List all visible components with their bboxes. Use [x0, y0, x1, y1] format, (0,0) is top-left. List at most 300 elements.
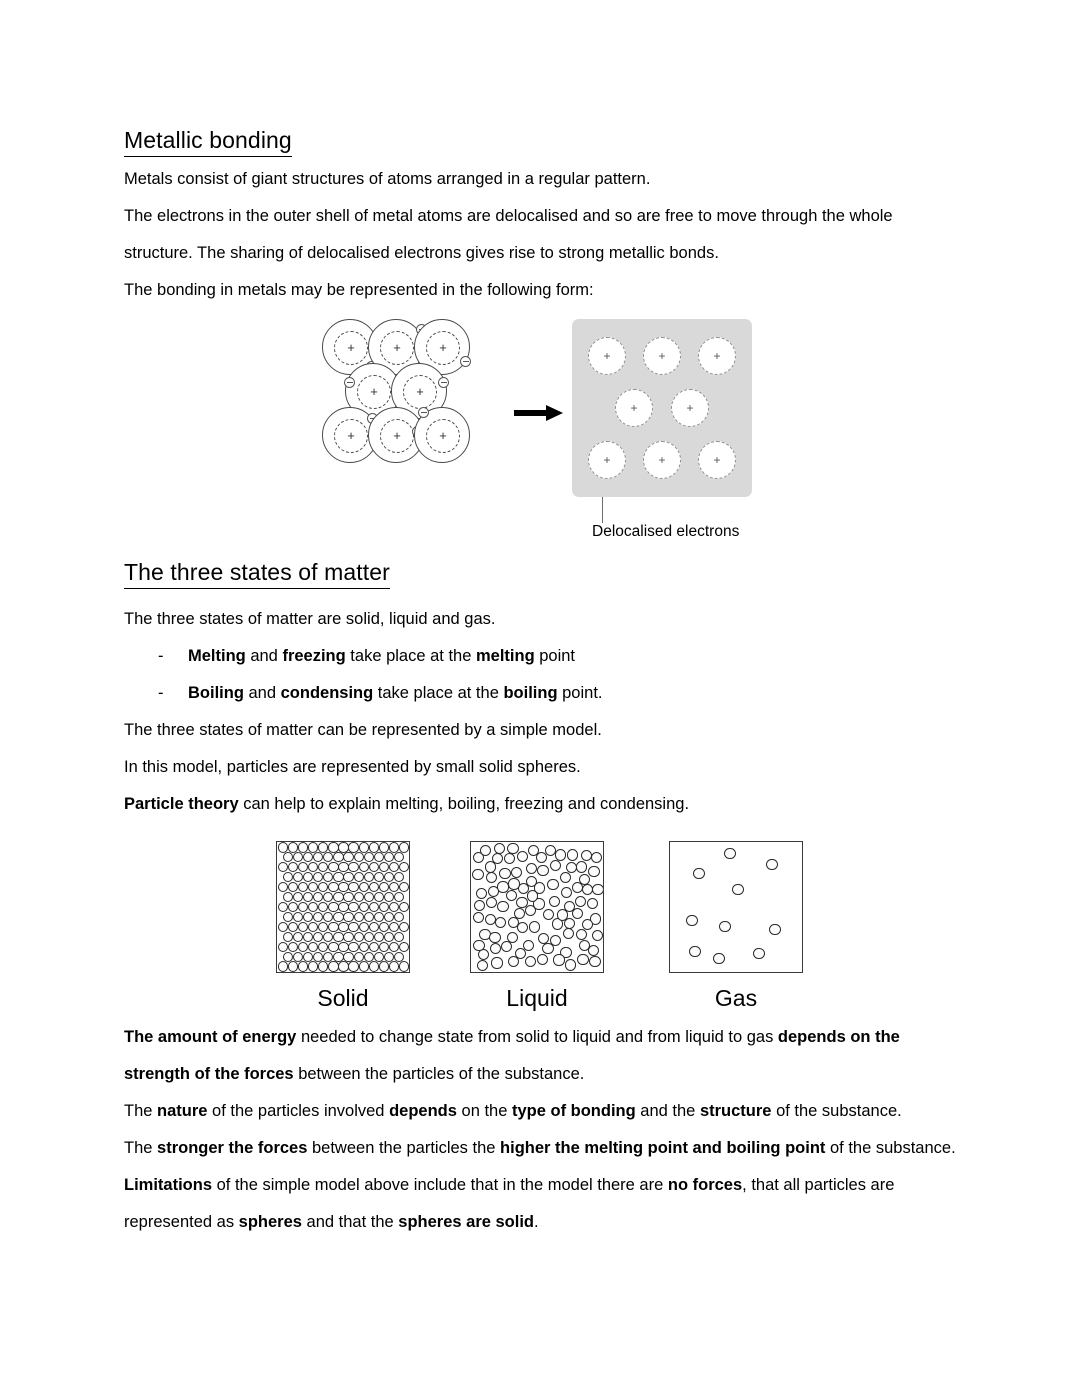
solid-particle — [364, 952, 374, 962]
figure-metallic-bonding — [124, 317, 956, 552]
solid-particle — [379, 902, 389, 912]
liquid-particle — [480, 845, 491, 856]
solid-particle — [313, 892, 323, 902]
solid-particle — [379, 961, 389, 971]
solid-particle — [303, 952, 313, 962]
liquid-particle — [499, 868, 510, 879]
positive-ion-core-icon: + — [347, 340, 355, 356]
solid-particle — [394, 952, 404, 962]
heading-three-states-wrap — [124, 558, 956, 593]
liquid-particle — [517, 851, 528, 862]
liquid-particle — [514, 908, 525, 919]
positive-ion-core-icon: + — [347, 428, 355, 444]
liquid-particle — [486, 872, 497, 883]
liquid-particle — [529, 921, 540, 932]
solid-particle — [313, 932, 323, 942]
solid-particle — [278, 902, 288, 912]
liquid-particle — [592, 930, 603, 941]
solid-particle — [389, 961, 399, 971]
solid-particle — [318, 862, 328, 872]
solid-particle — [328, 902, 338, 912]
solid-particle — [308, 862, 318, 872]
gas-particle — [769, 924, 780, 935]
solid-particle — [384, 932, 394, 942]
solid-particle — [343, 872, 353, 882]
solid-particle — [389, 882, 399, 892]
positive-charge-icon: + — [686, 400, 694, 415]
state-box-liquid — [470, 841, 604, 973]
liquid-particle — [501, 941, 512, 952]
atom-lattice-diagram — [322, 319, 517, 489]
liquid-particle — [488, 886, 499, 897]
solid-particle — [288, 942, 298, 952]
liquid-particle — [497, 881, 508, 892]
liquid-particle — [577, 954, 588, 965]
solid-particle — [343, 852, 353, 862]
solid-particle — [374, 912, 384, 922]
state-block-liquid — [470, 841, 604, 1010]
gas-particle — [689, 946, 700, 957]
solid-particle — [354, 912, 364, 922]
solid-particle — [364, 852, 374, 862]
state-label-solid: Solid — [317, 984, 369, 1011]
positive-charge-icon: + — [603, 452, 611, 467]
solid-particle — [328, 862, 338, 872]
solid-particle — [288, 922, 298, 932]
solid-particle — [399, 961, 409, 971]
electron-icon — [438, 377, 449, 388]
solid-particle — [338, 961, 348, 971]
solid-particle — [369, 942, 379, 952]
solid-particle — [323, 872, 333, 882]
positive-charge-icon: + — [713, 452, 721, 467]
paragraph-particle-theory: Particle theory can help to explain melting, boiling, freezing and condensing. — [124, 794, 690, 813]
solid-particle — [389, 842, 399, 852]
solid-particle — [369, 862, 379, 872]
liquid-particle — [592, 884, 603, 895]
liquid-particle — [563, 928, 574, 939]
solid-particle — [303, 872, 313, 882]
liquid-particle — [508, 878, 519, 889]
solid-particle — [298, 842, 308, 852]
paragraph-stronger-the-forces: The stronger the forces between the particles the higher the melting point and boiling point of the substance. — [124, 1138, 956, 1157]
solid-particle — [278, 842, 288, 852]
solid-particle — [343, 952, 353, 962]
liquid-particle — [567, 849, 578, 860]
liquid-particle — [516, 897, 527, 908]
positive-ion-core-icon: + — [393, 340, 401, 356]
positive-charge-icon: + — [630, 400, 638, 415]
liquid-particle — [489, 932, 500, 943]
solid-particle — [399, 862, 409, 872]
gas-particle — [686, 915, 697, 926]
solid-particle — [288, 902, 298, 912]
solid-particle — [308, 902, 318, 912]
state-block-solid — [276, 841, 410, 1010]
solid-particle — [298, 942, 308, 952]
solid-particle — [333, 852, 343, 862]
liquid-particle — [542, 943, 553, 954]
liquid-particle — [504, 853, 515, 864]
positive-charge-icon: + — [658, 452, 666, 467]
solid-particle — [374, 952, 384, 962]
heading-three-states-of-matter: The three states of matter — [124, 558, 390, 589]
solid-particle — [308, 842, 318, 852]
solid-particle — [288, 862, 298, 872]
solid-particle — [399, 902, 409, 912]
gas-particle — [693, 868, 704, 879]
solid-particle — [283, 912, 293, 922]
solid-particle — [399, 942, 409, 952]
solid-particle — [328, 842, 338, 852]
liquid-particle — [478, 949, 489, 960]
liquid-particle — [525, 956, 536, 967]
solid-particle — [308, 942, 318, 952]
solid-particle — [343, 932, 353, 942]
gas-particle — [713, 953, 724, 964]
metal-ion — [588, 441, 626, 479]
solid-particle — [369, 882, 379, 892]
solid-particle — [394, 892, 404, 902]
bullet-text: Boiling and condensing take place at the boiling point. — [188, 683, 603, 702]
gas-particle — [766, 859, 777, 870]
solid-particle — [278, 922, 288, 932]
solid-particle — [293, 892, 303, 902]
liquid-particle — [473, 912, 484, 923]
solid-particle — [384, 912, 394, 922]
paragraph-states-intro: The three states of matter are solid, liquid and gas. — [124, 609, 496, 628]
liquid-particle — [553, 954, 564, 965]
liquid-particle — [472, 869, 483, 880]
solid-particle — [369, 961, 379, 971]
bullet-item-melting — [124, 638, 956, 675]
solid-particle — [399, 882, 409, 892]
solid-particle — [348, 882, 358, 892]
solid-particle — [369, 902, 379, 912]
solid-particle — [348, 922, 358, 932]
liquid-particle — [576, 929, 587, 940]
liquid-particle — [587, 898, 598, 909]
bullet-marker: - — [158, 646, 164, 665]
solid-particle — [313, 952, 323, 962]
solid-particle — [343, 912, 353, 922]
heading-metallic-bonding-wrap — [124, 126, 956, 161]
solid-particle — [323, 932, 333, 942]
solid-particle — [283, 952, 293, 962]
liquid-particle — [473, 940, 484, 951]
metal-ion — [643, 441, 681, 479]
solid-particle — [283, 932, 293, 942]
positive-ion-core-icon: + — [370, 384, 378, 400]
liquid-particle — [486, 897, 497, 908]
liquid-particle — [497, 901, 508, 912]
liquid-particle — [575, 896, 586, 907]
solid-particle — [278, 862, 288, 872]
solid-particle — [323, 852, 333, 862]
bullet-item-boiling — [124, 675, 956, 712]
solid-particle — [338, 922, 348, 932]
solid-particle — [338, 902, 348, 912]
bullet-text: Melting and freezing take place at the melting point — [188, 646, 576, 665]
solid-particle — [288, 842, 298, 852]
solid-particle — [364, 912, 374, 922]
metal-atom — [414, 407, 470, 463]
positive-charge-icon: + — [603, 348, 611, 363]
solid-particle — [379, 922, 389, 932]
solid-particle — [384, 892, 394, 902]
solid-particle — [354, 872, 364, 882]
solid-particle — [298, 922, 308, 932]
solid-particle — [348, 961, 358, 971]
solid-particle — [313, 872, 323, 882]
positive-ion-core-icon: + — [416, 384, 424, 400]
solid-particle — [308, 882, 318, 892]
metal-ion — [588, 337, 626, 375]
solid-particle — [318, 902, 328, 912]
liquid-particle — [477, 960, 488, 971]
solid-particle — [348, 862, 358, 872]
solid-particle — [323, 912, 333, 922]
paragraph-solid-spheres: In this model, particles are represented by small solid spheres. — [124, 757, 581, 776]
solid-particle — [369, 842, 379, 852]
solid-particle — [369, 922, 379, 932]
state-block-gas — [669, 841, 803, 1010]
solid-particle — [364, 872, 374, 882]
solid-particle — [298, 862, 308, 872]
liquid-particle — [565, 959, 576, 970]
solid-particle — [394, 852, 404, 862]
liquid-particle — [555, 849, 566, 860]
solid-particle — [359, 862, 369, 872]
solid-particle — [303, 912, 313, 922]
solid-particle — [348, 902, 358, 912]
solid-particle — [359, 882, 369, 892]
solid-particle — [343, 892, 353, 902]
liquid-particle — [528, 845, 539, 856]
solid-particle — [288, 882, 298, 892]
transformation-arrow-icon — [514, 405, 570, 421]
liquid-particle — [490, 943, 501, 954]
solid-particle — [338, 862, 348, 872]
liquid-particle — [566, 862, 577, 873]
solid-particle — [379, 842, 389, 852]
solid-particle — [394, 912, 404, 922]
liquid-particle — [527, 890, 538, 901]
metal-ion — [671, 389, 709, 427]
liquid-particle — [591, 852, 602, 863]
solid-particle — [359, 922, 369, 932]
positive-ion-core-icon: + — [393, 428, 401, 444]
liquid-particle — [491, 957, 502, 968]
liquid-particle — [547, 879, 558, 890]
solid-particle — [354, 852, 364, 862]
paragraph-electrons-delocalised: The electrons in the outer shell of metal atoms are delocalised and so are free to move through the whole structure. The sharing of delocalised electrons gives rise to strong metallic bonds. — [124, 206, 893, 262]
gas-particle — [753, 948, 764, 959]
solid-particle — [399, 842, 409, 852]
solid-particle — [313, 852, 323, 862]
solid-particle — [354, 952, 364, 962]
solid-particle — [364, 892, 374, 902]
leader-line — [602, 497, 603, 523]
solid-particle — [293, 932, 303, 942]
figure-states-of-matter — [124, 841, 956, 1019]
solid-particle — [308, 922, 318, 932]
electron-sea-box — [572, 319, 752, 497]
solid-particle — [333, 932, 343, 942]
state-box-gas — [669, 841, 803, 973]
solid-particle — [384, 872, 394, 882]
liquid-particle — [506, 890, 517, 901]
solid-particle — [328, 922, 338, 932]
solid-particle — [308, 961, 318, 971]
solid-particle — [318, 961, 328, 971]
metal-ion — [698, 337, 736, 375]
solid-particle — [389, 942, 399, 952]
solid-particle — [359, 942, 369, 952]
solid-particle — [293, 872, 303, 882]
solid-particle — [338, 942, 348, 952]
state-label-gas: Gas — [714, 984, 758, 1011]
solid-particle — [278, 882, 288, 892]
label-delocalised-electrons: Delocalised electrons — [592, 522, 740, 540]
solid-particle — [389, 922, 399, 932]
liquid-particle — [581, 850, 592, 861]
bullet-marker: - — [158, 683, 164, 702]
solid-particle — [379, 942, 389, 952]
solid-particle — [354, 892, 364, 902]
solid-particle — [394, 872, 404, 882]
liquid-particle — [508, 956, 519, 967]
solid-particle — [293, 952, 303, 962]
solid-particle — [293, 912, 303, 922]
solid-particle — [298, 882, 308, 892]
solid-particle — [338, 882, 348, 892]
solid-particle — [288, 961, 298, 971]
solid-particle — [359, 902, 369, 912]
solid-particle — [298, 961, 308, 971]
solid-particle — [374, 892, 384, 902]
liquid-particle — [549, 896, 560, 907]
solid-particle — [348, 842, 358, 852]
solid-particle — [318, 842, 328, 852]
solid-particle — [384, 952, 394, 962]
solid-particle — [354, 932, 364, 942]
solid-particle — [389, 902, 399, 912]
gas-particle — [732, 884, 743, 895]
solid-particle — [328, 882, 338, 892]
state-box-solid — [276, 841, 410, 973]
paragraph-nature-of-particles: The nature of the particles involved depends on the type of bonding and the structure of the substance. — [124, 1101, 902, 1120]
liquid-particle — [550, 860, 561, 871]
solid-particle — [333, 872, 343, 882]
solid-particle — [348, 942, 358, 952]
solid-particle — [303, 852, 313, 862]
solid-particle — [394, 932, 404, 942]
solid-particle — [328, 942, 338, 952]
solid-particle — [293, 852, 303, 862]
liquid-particle — [576, 861, 587, 872]
solid-particle — [359, 961, 369, 971]
solid-particle — [338, 842, 348, 852]
solid-particle — [374, 932, 384, 942]
solid-particle — [303, 892, 313, 902]
liquid-particle — [526, 863, 537, 874]
solid-particle — [323, 892, 333, 902]
solid-particle — [278, 942, 288, 952]
solid-particle — [359, 842, 369, 852]
solid-particle — [333, 892, 343, 902]
solid-particle — [318, 922, 328, 932]
solid-particle — [328, 961, 338, 971]
solid-particle — [303, 932, 313, 942]
positive-charge-icon: + — [713, 348, 721, 363]
paragraph-metals-consist: Metals consist of giant structures of atoms arranged in a regular pattern. — [124, 169, 651, 188]
positive-ion-core-icon: + — [439, 428, 447, 444]
positive-charge-icon: + — [658, 348, 666, 363]
solid-particle — [283, 872, 293, 882]
liquid-particle — [564, 918, 575, 929]
paragraph-limitations: Limitations of the simple model above include that in the model there are no forces, that all particles are represented as spheres and that the spheres are solid. — [124, 1175, 895, 1231]
solid-particle — [374, 852, 384, 862]
metal-ion — [615, 389, 653, 427]
solid-particle — [283, 852, 293, 862]
solid-particle — [384, 852, 394, 862]
metal-ion — [698, 441, 736, 479]
liquid-particle — [476, 888, 487, 899]
paragraph-amount-of-energy: The amount of energy needed to change state from solid to liquid and from liquid to gas depends on the strength of the forces between the particles of the substance. — [124, 1027, 900, 1083]
liquid-particle — [507, 843, 518, 854]
solid-particle — [374, 872, 384, 882]
solid-particle — [318, 882, 328, 892]
liquid-particle — [561, 887, 572, 898]
liquid-particle — [560, 872, 571, 883]
liquid-particle — [589, 956, 600, 967]
solid-particle — [278, 961, 288, 971]
solid-particle — [379, 862, 389, 872]
paragraph-bonding-representation: The bonding in metals may be represented in the following form: — [124, 280, 594, 299]
document-content — [124, 126, 956, 1241]
liquid-particle — [582, 919, 593, 930]
solid-particle — [333, 912, 343, 922]
solid-particle — [318, 942, 328, 952]
solid-particle — [389, 862, 399, 872]
state-label-liquid: Liquid — [506, 984, 568, 1011]
solid-particle — [283, 892, 293, 902]
solid-particle — [323, 952, 333, 962]
electron-icon — [344, 377, 355, 388]
heading-metallic-bonding: Metallic bonding — [124, 126, 292, 157]
liquid-particle — [511, 867, 522, 878]
liquid-particle — [492, 853, 503, 864]
liquid-particle — [537, 954, 548, 965]
paragraph-simple-model: The three states of matter can be represented by a simple model. — [124, 720, 602, 739]
liquid-particle — [588, 866, 599, 877]
liquid-particle — [495, 917, 506, 928]
positive-ion-core-icon: + — [439, 340, 447, 356]
electron-icon — [460, 356, 471, 367]
solid-particle — [298, 902, 308, 912]
metal-ion — [643, 337, 681, 375]
gas-particle — [724, 848, 735, 859]
solid-particle — [364, 932, 374, 942]
solid-particle — [399, 922, 409, 932]
solid-particle — [313, 912, 323, 922]
solid-particle — [379, 882, 389, 892]
liquid-particle — [537, 865, 548, 876]
liquid-particle — [474, 900, 485, 911]
electron-icon — [418, 407, 429, 418]
solid-particle — [333, 952, 343, 962]
